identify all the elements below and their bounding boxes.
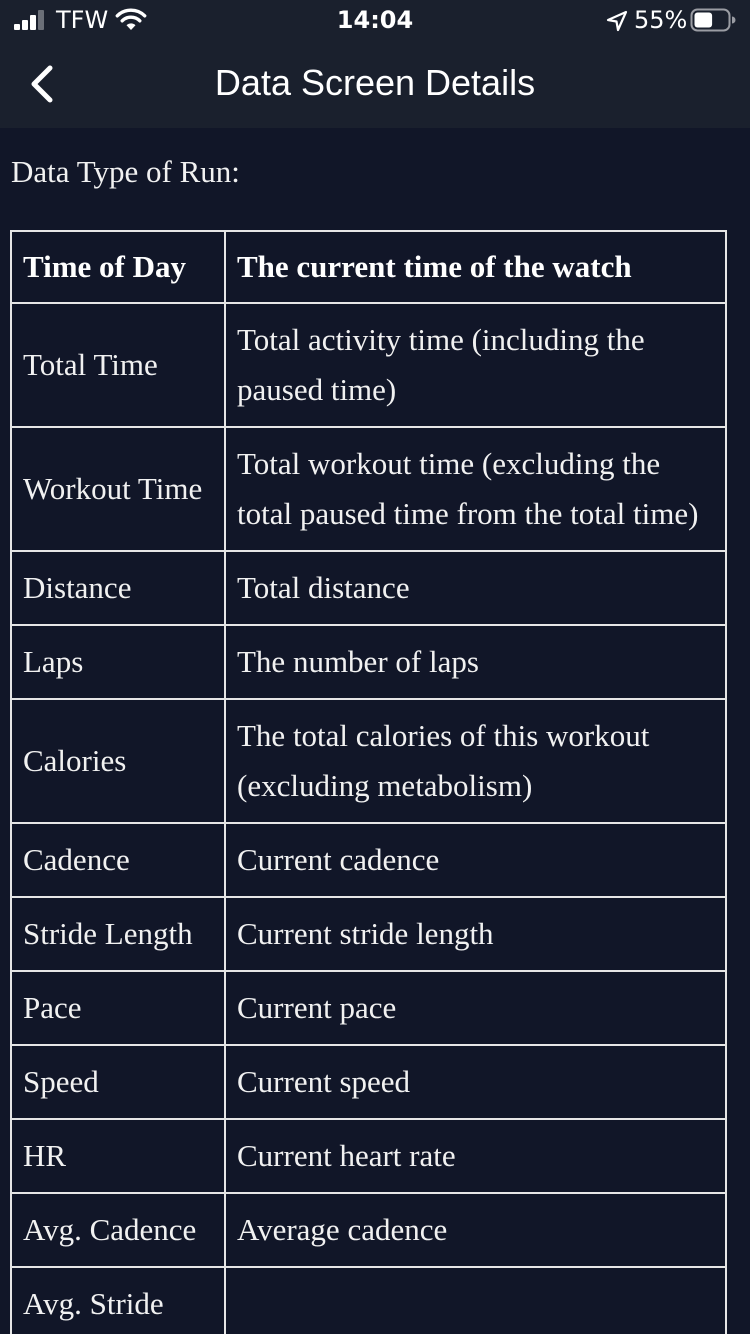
data-type-name: Stride Length xyxy=(11,897,225,971)
data-type-name: Laps xyxy=(11,625,225,699)
data-type-description: Current speed xyxy=(225,1045,726,1119)
data-type-description: Total distance xyxy=(225,551,726,625)
table-row xyxy=(11,551,726,625)
data-type-description: The number of laps xyxy=(225,625,726,699)
data-type-name: Workout Time xyxy=(11,427,225,551)
table-body xyxy=(11,303,726,1334)
table-row xyxy=(11,625,726,699)
section-label: Data Type of Run: xyxy=(11,154,240,189)
location-arrow-icon xyxy=(606,10,628,32)
table-row xyxy=(11,823,726,897)
data-type-name: Distance xyxy=(11,551,225,625)
data-type-name: Cadence xyxy=(11,823,225,897)
battery-icon xyxy=(690,8,736,32)
data-type-name: Avg. Stride xyxy=(11,1267,225,1334)
battery-percent: 55% xyxy=(634,6,688,34)
table-header-description: The current time of the watch xyxy=(225,231,726,303)
nav-bar xyxy=(0,40,750,128)
table-row xyxy=(11,303,726,427)
data-type-name: HR xyxy=(11,1119,225,1193)
carrier-name: TFW xyxy=(56,6,109,34)
table-header-row xyxy=(11,231,726,303)
data-type-description: Current cadence xyxy=(225,823,726,897)
table-row xyxy=(11,427,726,551)
table-row xyxy=(11,971,726,1045)
data-type-name: Avg. Cadence xyxy=(11,1193,225,1267)
data-type-description: Total activity time (including the paused time) xyxy=(225,303,726,427)
data-types-table-container xyxy=(10,230,725,1334)
table-row xyxy=(11,699,726,823)
data-type-name: Speed xyxy=(11,1045,225,1119)
status-bar xyxy=(0,0,750,40)
status-time: 14:04 xyxy=(336,6,414,34)
data-type-description: Current heart rate xyxy=(225,1119,726,1193)
table-row xyxy=(11,1193,726,1267)
data-type-description: Current stride length xyxy=(225,897,726,971)
data-types-table xyxy=(10,230,727,1334)
data-type-name: Calories xyxy=(11,699,225,823)
table-row xyxy=(11,1119,726,1193)
data-type-name: Total Time xyxy=(11,303,225,427)
data-type-name: Pace xyxy=(11,971,225,1045)
data-type-description: The total calories of this workout (excluding metabolism) xyxy=(225,699,726,823)
table-row xyxy=(11,897,726,971)
table-row xyxy=(11,1267,726,1334)
table-header-name: Time of Day xyxy=(11,231,225,303)
data-type-description: Current pace xyxy=(225,971,726,1045)
data-type-description xyxy=(225,1267,726,1334)
data-type-description: Total workout time (excluding the total paused time from the total time) xyxy=(225,427,726,551)
data-type-description: Average cadence xyxy=(225,1193,726,1267)
page-title: Data Screen Details xyxy=(214,62,536,103)
table-row xyxy=(11,1045,726,1119)
